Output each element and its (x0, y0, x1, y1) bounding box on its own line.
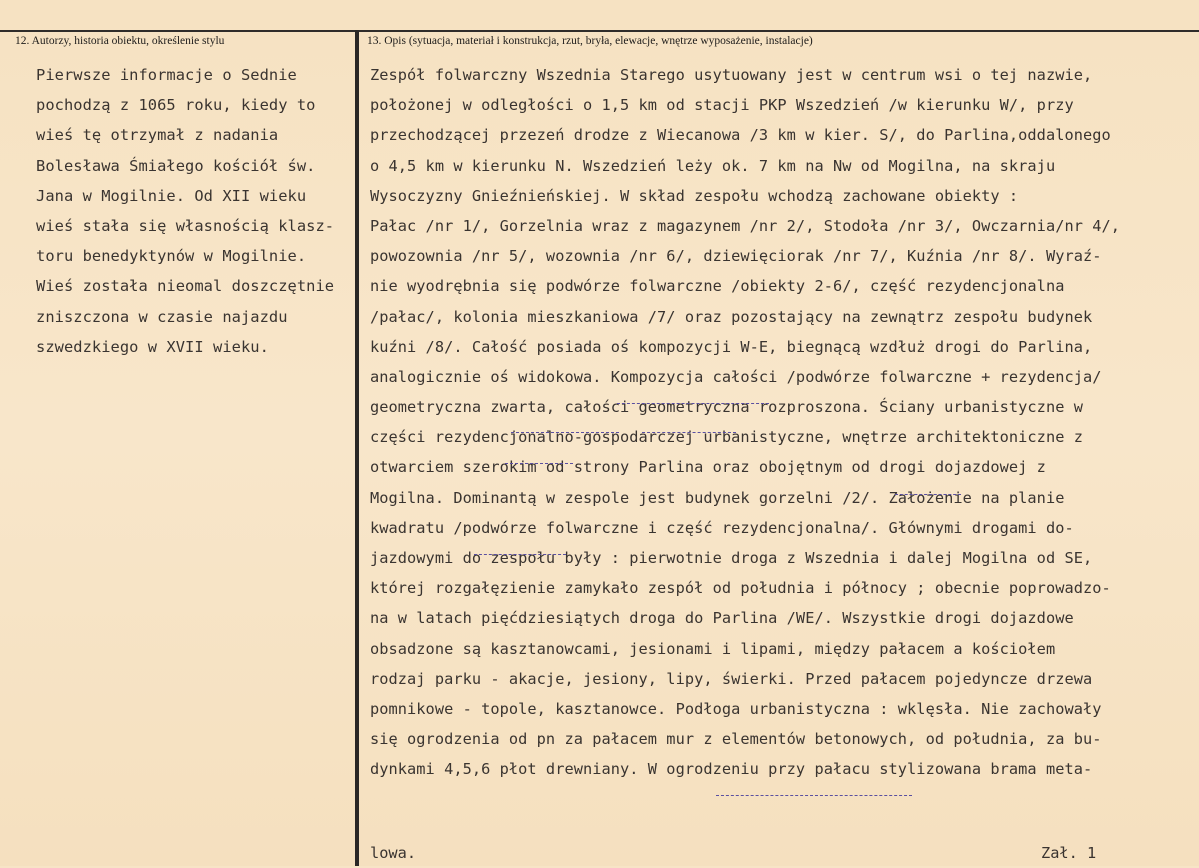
text-line-last: lowa. (370, 844, 417, 862)
text-line: rodzaj parku - akacje, jesiony, lipy, świerki. Przed pałacem pojedyncze drzewa (370, 669, 1093, 688)
left-column-header: 12. Autorzy, historia obiektu, określenie stylu (15, 35, 225, 47)
text-line: jazdowymi do zespołu były : pierwotnie droga z Wszednia i dalej Mogilna od SE, (370, 549, 1093, 567)
text-line: wieś tę otrzymał z nadania (36, 126, 279, 145)
text-line: wieś stała się własnością klasz- (36, 216, 335, 235)
handwritten-underline (617, 403, 769, 404)
handwritten-underline (895, 494, 961, 495)
text-line: obsadzone są kasztanowcami, jesionami i lipami, między pałacem a kościołem (370, 639, 1056, 658)
text-line: przechodzącej przezeń drodze z Wiecanowa /3 km w kier. S/, do Parlina,oddalonego (370, 126, 1111, 145)
text-line: Bolesława Śmiałego kościół św. (36, 156, 316, 175)
text-line: Mogilna. Dominantą w zespole jest budynek gorzelni /2/. Założenie na planie (370, 488, 1065, 507)
text-line: geometryczna zwarta, całości geometryczna rozproszona. Ściany urbanistyczne w (370, 398, 1083, 417)
text-line: której rozgałęzienie zamykało zespół od południa i północy ; obecnie poprowadzo- (370, 579, 1111, 598)
text-line: Pierwsze informacje o Sednie (36, 66, 297, 84)
text-line: kwadratu /podwórze folwarczne i część rezydencjonalna/. Głównymi drogami do- (370, 518, 1074, 537)
text-line: o 4,5 km w kierunku N. Wszedzień leży ok. 7 km na Nw od Mogilna, na skraju (370, 156, 1056, 175)
attachment-note: Zał. 1 (1041, 844, 1097, 862)
text-line: otwarciem szerokim od strony Parlina oraz obojętnym od drogi dojazdowej z (370, 458, 1046, 477)
text-line: powozownia /nr 5/, wozownia /nr 6/, dziewięciorak /nr 7/, Kuźnia /nr 8/. Wyraź- (370, 247, 1102, 266)
handwritten-underline (716, 795, 912, 796)
text-line: szwedzkiego w XVII wieku. (36, 337, 269, 356)
text-line: /pałac/, kolonia mieszkaniowa /7/ oraz pozostający na zewnątrz zespołu budynek (370, 307, 1093, 326)
text-line: na w latach pięćdziesiątych droga do Parlina /WE/. Wszystkie drogi dojazdowe (370, 609, 1074, 628)
text-line: Wieś została nieomal doszczętnie (36, 277, 335, 296)
handwritten-underline (505, 463, 573, 464)
text-line: dynkami 4,5,6 płot drewniany. W ogrodzeniu przy pałacu stylizowana brama meta- (370, 760, 1093, 779)
right-column-header: 13. Opis (sytuacja, materiał i konstrukcja, rzut, bryła, elewacje, wnętrze wyposażenie, instalacje) (367, 35, 813, 47)
text-line: Zespół folwarczny Wszednia Starego usytuowany jest w centrum wsi o tej nazwie, (370, 66, 1093, 84)
text-line: pomnikowe - topole, kasztanowce. Podłoga urbanistyczna : wklęsła. Nie zachowały (370, 699, 1102, 718)
top-rule (0, 30, 1199, 32)
text-line: części rezydencjonalno-gospodarczej urbanistyczne, wnętrze architektoniczne z (370, 428, 1083, 447)
text-line: toru benedyktynów w Mogilnie. (36, 247, 307, 266)
text-line: analogicznie oś widokowa. Kompozycja całości /podwórze folwarczne + rezydencja/ (370, 367, 1102, 386)
right-column-text (370, 60, 1120, 785)
handwritten-underline (474, 554, 566, 555)
text-line: kuźni /8/. Całość posiada oś kompozycji W-E, biegnącą wzdłuż drogi do Parlina, (370, 337, 1093, 356)
text-line: Pałac /nr 1/, Gorzelnia wraz z magazynem /nr 2/, Stodoła /nr 3/, Owczarnia/nr 4/, (370, 216, 1121, 235)
left-column-text (36, 60, 334, 362)
text-line: położonej w odległości o 1,5 km od stacji PKP Wszedzień /w kierunku W/, przy (370, 96, 1074, 115)
text-line: Jana w Mogilnie. Od XII wieku (36, 186, 307, 205)
text-line: zniszczona w czasie najazdu (36, 307, 288, 326)
text-line: się ogrodzenia od pn za pałacem mur z elementów betonowych, od południa, za bu- (370, 730, 1102, 749)
text-line: pochodzą z 1065 roku, kiedy to (36, 96, 316, 115)
column-divider (355, 30, 359, 866)
handwritten-underline (511, 432, 619, 433)
text-line: nie wyodrębnia się podwórze folwarczne /obiekty 2-6/, część rezydencjonalna (370, 277, 1065, 296)
text-line: Wysoczyzny Gnieźnieńskiej. W skład zespołu wchodzą zachowane obiekty : (370, 186, 1019, 205)
handwritten-underline (642, 432, 736, 433)
